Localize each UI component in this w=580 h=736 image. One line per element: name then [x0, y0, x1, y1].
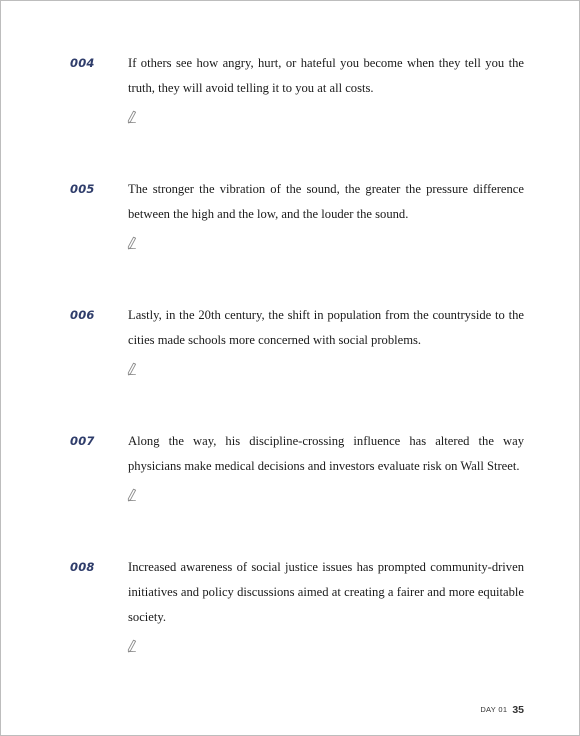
page-footer [480, 701, 524, 719]
item-sentence: Along the way, his discipline-crossing influence has altered the way physicians make medical decisions and investors evaluate risk on Wall Street. [128, 434, 524, 473]
item-sentence: Increased awareness of social justice issues has prompted community-driven initiatives and policy discussions aimed at creating a fairer and more equitable society. [128, 560, 524, 624]
pencil-icon [127, 236, 137, 250]
item-number: 007 [70, 434, 95, 448]
item-sentence: The stronger the vibration of the sound, the greater the pressure difference between the high and the low, and the louder the sound. [128, 182, 524, 221]
item-number: 008 [70, 560, 95, 574]
item-number: 004 [70, 56, 95, 70]
item-sentence: Lastly, in the 20th century, the shift in population from the countryside to the cities made schools more concerned with social problems. [128, 308, 524, 347]
page-number: 35 [512, 703, 524, 716]
item-number: 006 [70, 308, 95, 322]
pencil-icon [127, 488, 137, 502]
item-sentence: If others see how angry, hurt, or hateful you become when they tell you the truth, they will avoid telling it to you at all costs. [128, 56, 524, 95]
item-number: 005 [70, 182, 95, 196]
pencil-icon [127, 639, 137, 653]
day-label: DAY 01 [480, 705, 508, 715]
pencil-icon [127, 110, 137, 124]
pencil-icon [127, 362, 137, 376]
